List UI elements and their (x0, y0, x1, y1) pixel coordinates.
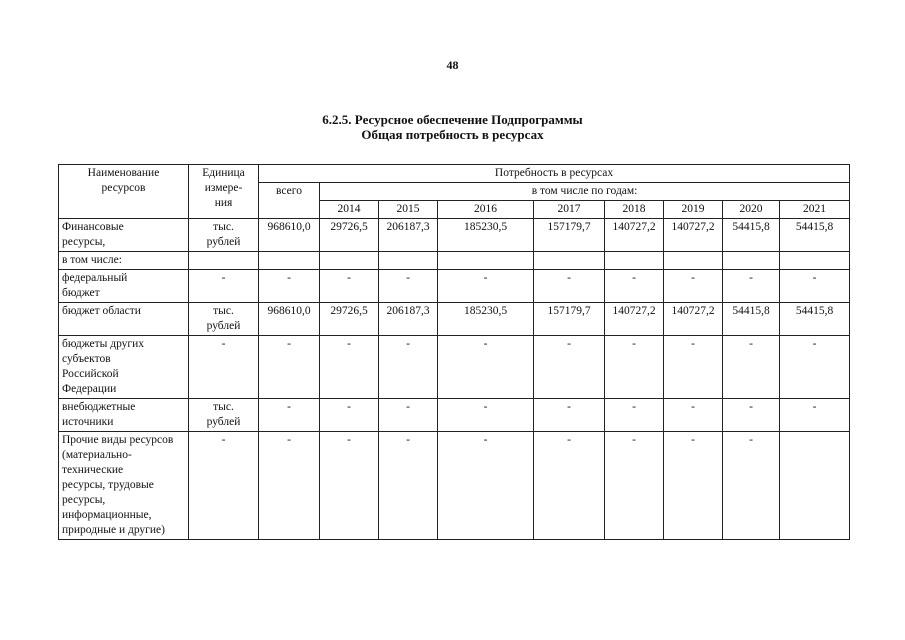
total-cell: 968610,0 (259, 219, 320, 252)
year-value-cell: - (723, 432, 780, 540)
total-cell: - (259, 336, 320, 399)
year-value-cell: 157179,7 (534, 303, 605, 336)
year-value-cell: - (664, 399, 723, 432)
resource-name-cell (59, 432, 189, 540)
year-value-cell: 140727,2 (664, 219, 723, 252)
year-value-cell: 206187,3 (379, 303, 438, 336)
section-subtitle: Общая потребность в ресурсах (361, 127, 544, 142)
year-value-cell: - (379, 270, 438, 303)
total-cell (259, 252, 320, 270)
year-value-cell: - (379, 336, 438, 399)
resource-name-line: информационные, (62, 509, 152, 521)
header-name-line1: Наименование (87, 167, 160, 179)
resource-name-cell (59, 219, 189, 252)
resource-name-cell (59, 336, 189, 399)
unit-line: рублей (206, 236, 241, 248)
resource-name-line: бюджет (62, 287, 100, 299)
year-value-cell: - (534, 399, 605, 432)
year-value-cell: 29726,5 (320, 303, 379, 336)
year-value-cell: - (320, 336, 379, 399)
resource-name-line: федеральный (62, 272, 128, 284)
unit-line: тыс. (213, 221, 234, 233)
resource-name-line: бюджеты других (62, 338, 145, 350)
table-row (59, 432, 850, 540)
resource-name-cell (59, 303, 189, 336)
header-year: 2020 (723, 201, 780, 219)
header-year: 2017 (534, 201, 605, 219)
unit-cell (189, 336, 259, 399)
table-row (59, 336, 850, 399)
header-year: 2014 (320, 201, 379, 219)
table-row (59, 399, 850, 432)
year-value-cell (534, 252, 605, 270)
resource-name-line: Финансовые (62, 221, 124, 233)
year-value-cell: 140727,2 (664, 303, 723, 336)
section-title: 6.2.5. Ресурсное обеспечение Подпрограммы (322, 112, 583, 127)
resource-name-line: ресурсы, (62, 494, 106, 506)
resource-name-line: источники (62, 416, 114, 428)
unit-cell (189, 270, 259, 303)
resource-name-line: Прочие виды ресурсов (62, 434, 174, 446)
resource-name-cell (59, 270, 189, 303)
year-value-cell: - (605, 270, 664, 303)
header-unit-cell (189, 165, 259, 219)
unit-line: - (221, 272, 226, 284)
unit-line: тыс. (213, 305, 234, 317)
year-value-cell: - (438, 270, 534, 303)
year-value-cell: - (605, 432, 664, 540)
year-value-cell: 185230,5 (438, 303, 534, 336)
table-row (59, 219, 850, 252)
unit-line: рублей (206, 320, 241, 332)
unit-cell (189, 219, 259, 252)
unit-line: - (221, 338, 226, 350)
year-value-cell: - (438, 399, 534, 432)
resource-name-cell (59, 399, 189, 432)
resource-name-line: бюджет области (62, 305, 141, 317)
year-value-cell: - (664, 270, 723, 303)
year-value-cell: 206187,3 (379, 219, 438, 252)
resource-name-line: технические (62, 464, 124, 476)
resource-name-line: Российской (62, 368, 119, 380)
table-row (59, 252, 850, 270)
unit-cell (189, 399, 259, 432)
resource-name-line: субъектов (62, 353, 111, 365)
resource-name-line: (материально- (62, 449, 132, 461)
total-cell: - (259, 399, 320, 432)
year-value-cell: 157179,7 (534, 219, 605, 252)
year-value-cell: - (438, 336, 534, 399)
page-number: 48 (446, 58, 459, 72)
resource-name-line: внебюджетные (62, 401, 136, 413)
resource-name-line: ресурсы, трудовые (62, 479, 154, 491)
resource-name-line: ресурсы, (62, 236, 106, 248)
header-name-cell (59, 165, 189, 219)
header-unit-line1: Единица (202, 167, 245, 179)
year-value-cell: - (320, 432, 379, 540)
resource-name-line: в том числе: (62, 254, 122, 266)
header-year: 2021 (780, 201, 850, 219)
year-value-cell: 54415,8 (780, 219, 850, 252)
year-value-cell: 185230,5 (438, 219, 534, 252)
header-unit-line3: ния (214, 197, 233, 209)
total-cell: - (259, 432, 320, 540)
year-value-cell: - (723, 270, 780, 303)
header-unit-line2: измере- (204, 182, 243, 194)
year-value-cell: - (664, 336, 723, 399)
year-value-cell: 140727,2 (605, 303, 664, 336)
header-year: 2019 (664, 201, 723, 219)
header-total: всего (259, 183, 320, 219)
table-row (59, 270, 850, 303)
header-need: Потребность в ресурсах (259, 165, 850, 183)
year-value-cell (379, 252, 438, 270)
resource-name-line: Федерации (62, 383, 117, 395)
resource-name-line: природные и другие) (62, 524, 165, 536)
year-value-cell: 54415,8 (780, 303, 850, 336)
resource-name-cell (59, 252, 189, 270)
year-value-cell: - (438, 432, 534, 540)
table-row (59, 303, 850, 336)
year-value-cell: 54415,8 (723, 303, 780, 336)
header-year: 2015 (379, 201, 438, 219)
unit-cell (189, 252, 259, 270)
year-value-cell: 54415,8 (723, 219, 780, 252)
header-year: 2018 (605, 201, 664, 219)
year-value-cell: - (664, 432, 723, 540)
header-year: 2016 (438, 201, 534, 219)
header-name-line2: ресурсов (101, 182, 146, 194)
year-value-cell: - (780, 270, 850, 303)
year-value-cell: - (605, 336, 664, 399)
year-value-cell: - (723, 399, 780, 432)
year-value-cell: - (320, 399, 379, 432)
year-value-cell: - (780, 399, 850, 432)
year-value-cell: - (379, 399, 438, 432)
year-value-cell (780, 432, 850, 540)
header-by-years: в том числе по годам: (320, 183, 850, 201)
year-value-cell (438, 252, 534, 270)
resource-table (58, 164, 850, 540)
year-value-cell: - (534, 270, 605, 303)
year-value-cell (723, 252, 780, 270)
year-value-cell: - (379, 432, 438, 540)
year-value-cell (780, 252, 850, 270)
year-value-cell: - (534, 432, 605, 540)
year-value-cell: - (605, 399, 664, 432)
year-value-cell: 140727,2 (605, 219, 664, 252)
year-value-cell: - (320, 270, 379, 303)
total-cell: - (259, 270, 320, 303)
year-value-cell (664, 252, 723, 270)
unit-line: - (221, 434, 226, 446)
year-value-cell (605, 252, 664, 270)
total-cell: 968610,0 (259, 303, 320, 336)
year-value-cell: - (723, 336, 780, 399)
header-row-1 (59, 165, 850, 183)
unit-cell (189, 303, 259, 336)
year-value-cell (320, 252, 379, 270)
unit-line: рублей (206, 416, 241, 428)
unit-cell (189, 432, 259, 540)
year-value-cell: - (534, 336, 605, 399)
year-value-cell: - (780, 336, 850, 399)
year-value-cell: 29726,5 (320, 219, 379, 252)
unit-line: тыс. (213, 401, 234, 413)
